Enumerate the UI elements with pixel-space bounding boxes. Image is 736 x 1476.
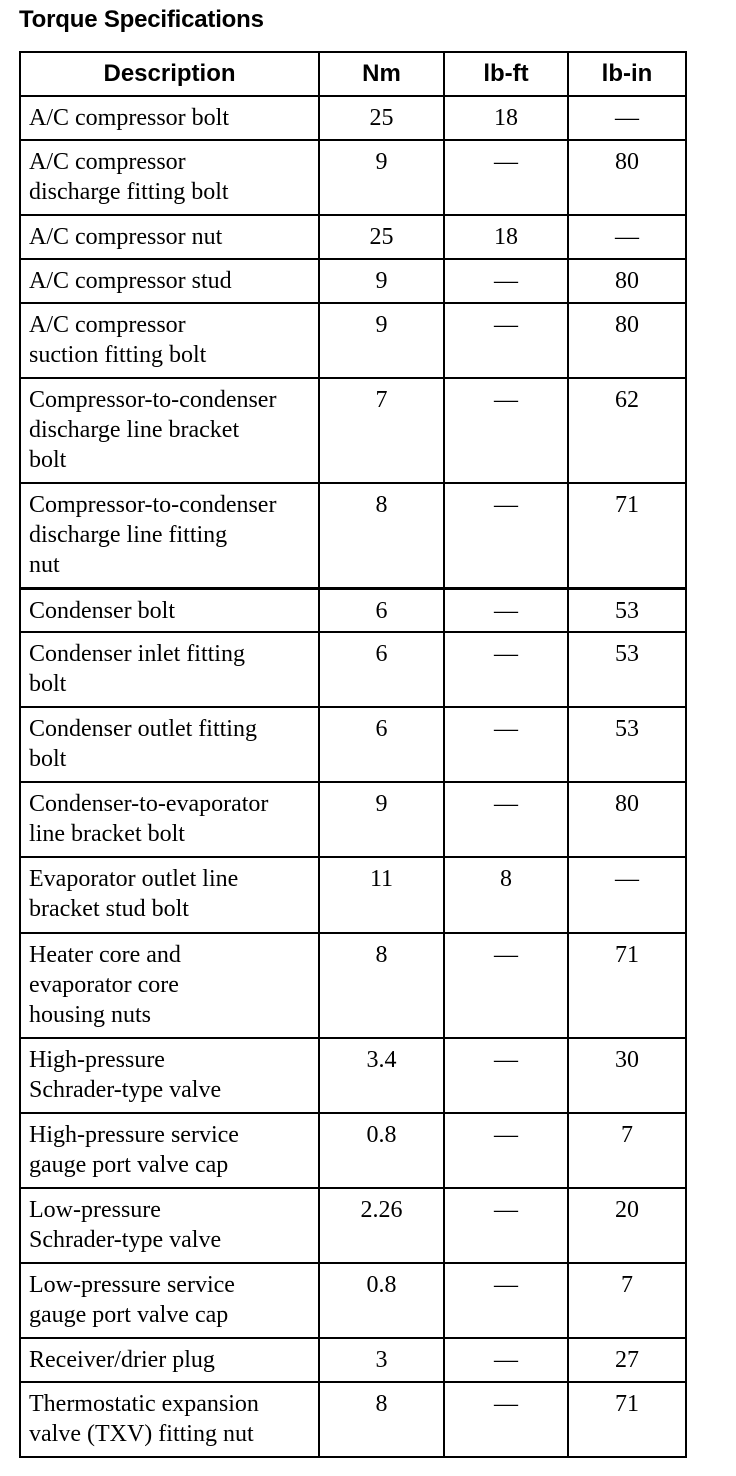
lb-in-cell: 27 [568,1338,686,1382]
description-cell [20,588,319,632]
description-line: Schrader-type valve [29,1226,222,1253]
description-cell [20,1338,319,1382]
lb-in-cell: — [568,96,686,140]
table-body [20,96,686,1457]
column-header-lb-ft: lb-ft [444,52,568,96]
lb-ft-cell: 8 [444,857,568,932]
lb-ft-cell: — [444,1338,568,1382]
description-line: A/C compressor bolt [29,105,229,131]
nm-cell: 9 [319,782,444,857]
lb-in-cell: 80 [568,259,686,303]
description-cell [20,1113,319,1188]
description-line: housing nuts [29,1001,152,1028]
description-cell [20,140,319,215]
lb-in-cell: — [568,215,686,259]
lb-ft-cell: — [444,707,568,782]
table-row [20,378,686,483]
description-line: bolt [29,447,67,474]
description-line: evaporator core [29,971,179,998]
description-cell [20,483,319,588]
description-cell [20,857,319,932]
description-cell [20,378,319,483]
lb-in-cell: 71 [568,933,686,1038]
nm-cell: 7 [319,378,444,483]
table-row [20,1263,686,1338]
description-cell [20,96,319,140]
nm-cell: 3.4 [319,1038,444,1113]
description-cell [20,782,319,857]
page-title: Torque Specifications [19,6,264,33]
table-row [20,1338,686,1382]
description-line: gauge port valve cap [29,1301,229,1328]
nm-cell: 2.26 [319,1188,444,1263]
table-row [20,259,686,303]
description-line: A/C compressor [29,312,186,339]
description-line: discharge line fitting [29,522,228,549]
table-row [20,1382,686,1457]
description-line: High-pressure service [29,1121,239,1148]
description-line: bracket stud bolt [29,896,189,923]
nm-cell: 9 [319,303,444,378]
description-line: line bracket bolt [29,821,185,848]
lb-in-cell: — [568,857,686,932]
description-line: bolt [29,746,67,773]
nm-cell: 0.8 [319,1263,444,1338]
description-line: bolt [29,671,67,698]
lb-ft-cell: — [444,933,568,1038]
nm-cell: 25 [319,96,444,140]
table-row [20,588,686,632]
nm-cell: 9 [319,259,444,303]
lb-in-cell: 80 [568,140,686,215]
description-cell [20,632,319,707]
description-line: Thermostatic expansion [29,1390,259,1417]
lb-ft-cell: — [444,303,568,378]
description-cell [20,303,319,378]
description-line: Condenser inlet fitting [29,641,245,668]
nm-cell: 6 [319,588,444,632]
column-header-lb-in: lb-in [568,52,686,96]
nm-cell: 0.8 [319,1113,444,1188]
lb-in-cell: 80 [568,782,686,857]
table-row [20,215,686,259]
description-cell [20,259,319,303]
nm-cell: 25 [319,215,444,259]
nm-cell: 9 [319,140,444,215]
nm-cell: 8 [319,1382,444,1457]
description-cell [20,215,319,259]
description-cell [20,1038,319,1113]
description-line: valve (TXV) fitting nut [29,1420,254,1447]
lb-ft-cell: — [444,1263,568,1338]
description-line: Low-pressure [29,1196,161,1223]
description-line: gauge port valve cap [29,1151,229,1178]
lb-in-cell: 20 [568,1188,686,1263]
lb-in-cell: 7 [568,1113,686,1188]
description-line: Compressor-to-condenser [29,387,277,414]
description-line: A/C compressor nut [29,224,223,251]
description-cell [20,1188,319,1263]
nm-cell: 11 [319,857,444,932]
description-cell [20,707,319,782]
description-line: High-pressure [29,1046,165,1073]
lb-in-cell: 71 [568,1382,686,1457]
nm-cell: 3 [319,1338,444,1382]
description-line: Heater core and [29,941,181,968]
table-row [20,1188,686,1263]
table-row [20,140,686,215]
lb-in-cell: 71 [568,483,686,588]
description-line: Condenser-to-evaporator [29,791,269,818]
nm-cell: 8 [319,933,444,1038]
description-line: Low-pressure service [29,1271,235,1298]
table-row [20,1038,686,1113]
lb-ft-cell: — [444,632,568,707]
lb-ft-cell: 18 [444,96,568,140]
lb-in-cell: 80 [568,303,686,378]
lb-ft-cell: — [444,140,568,215]
description-cell [20,933,319,1038]
table-row [20,782,686,857]
table-row [20,857,686,932]
description-line: A/C compressor [29,149,186,176]
description-line: Receiver/drier plug [29,1346,215,1373]
description-line: Condenser outlet fitting [29,716,257,743]
description-cell [20,1382,319,1457]
nm-cell: 6 [319,632,444,707]
description-line: discharge line bracket [29,417,240,444]
lb-ft-cell: — [444,483,568,588]
lb-ft-cell: 18 [444,215,568,259]
lb-ft-cell: — [444,782,568,857]
description-line: discharge fitting bolt [29,179,229,206]
lb-ft-cell: — [444,1113,568,1188]
table-row [20,1113,686,1188]
lb-ft-cell: — [444,1188,568,1263]
table-header-row [20,52,686,96]
description-line: Evaporator outlet line [29,866,239,893]
table-row [20,483,686,588]
description-line: Schrader-type valve [29,1076,222,1103]
table-row [20,96,686,140]
lb-ft-cell: — [444,378,568,483]
description-line: Compressor-to-condenser [29,492,277,519]
description-line: nut [29,552,60,579]
description-line: Condenser bolt [29,597,175,624]
lb-in-cell: 7 [568,1263,686,1338]
nm-cell: 6 [319,707,444,782]
table-row [20,303,686,378]
description-line: A/C compressor stud [29,268,232,295]
lb-in-cell: 53 [568,707,686,782]
table-row [20,632,686,707]
lb-in-cell: 53 [568,588,686,632]
table-row [20,707,686,782]
lb-in-cell: 53 [568,632,686,707]
description-line: suction fitting bolt [29,342,207,369]
column-header-nm: Nm [319,52,444,96]
lb-ft-cell: — [444,588,568,632]
torque-table [19,51,687,1458]
lb-ft-cell: — [444,1038,568,1113]
description-cell [20,1263,319,1338]
column-header-description: Description [20,52,319,96]
table-row [20,933,686,1038]
lb-ft-cell: — [444,259,568,303]
lb-in-cell: 30 [568,1038,686,1113]
nm-cell: 8 [319,483,444,588]
lb-in-cell: 62 [568,378,686,483]
lb-ft-cell: — [444,1382,568,1457]
